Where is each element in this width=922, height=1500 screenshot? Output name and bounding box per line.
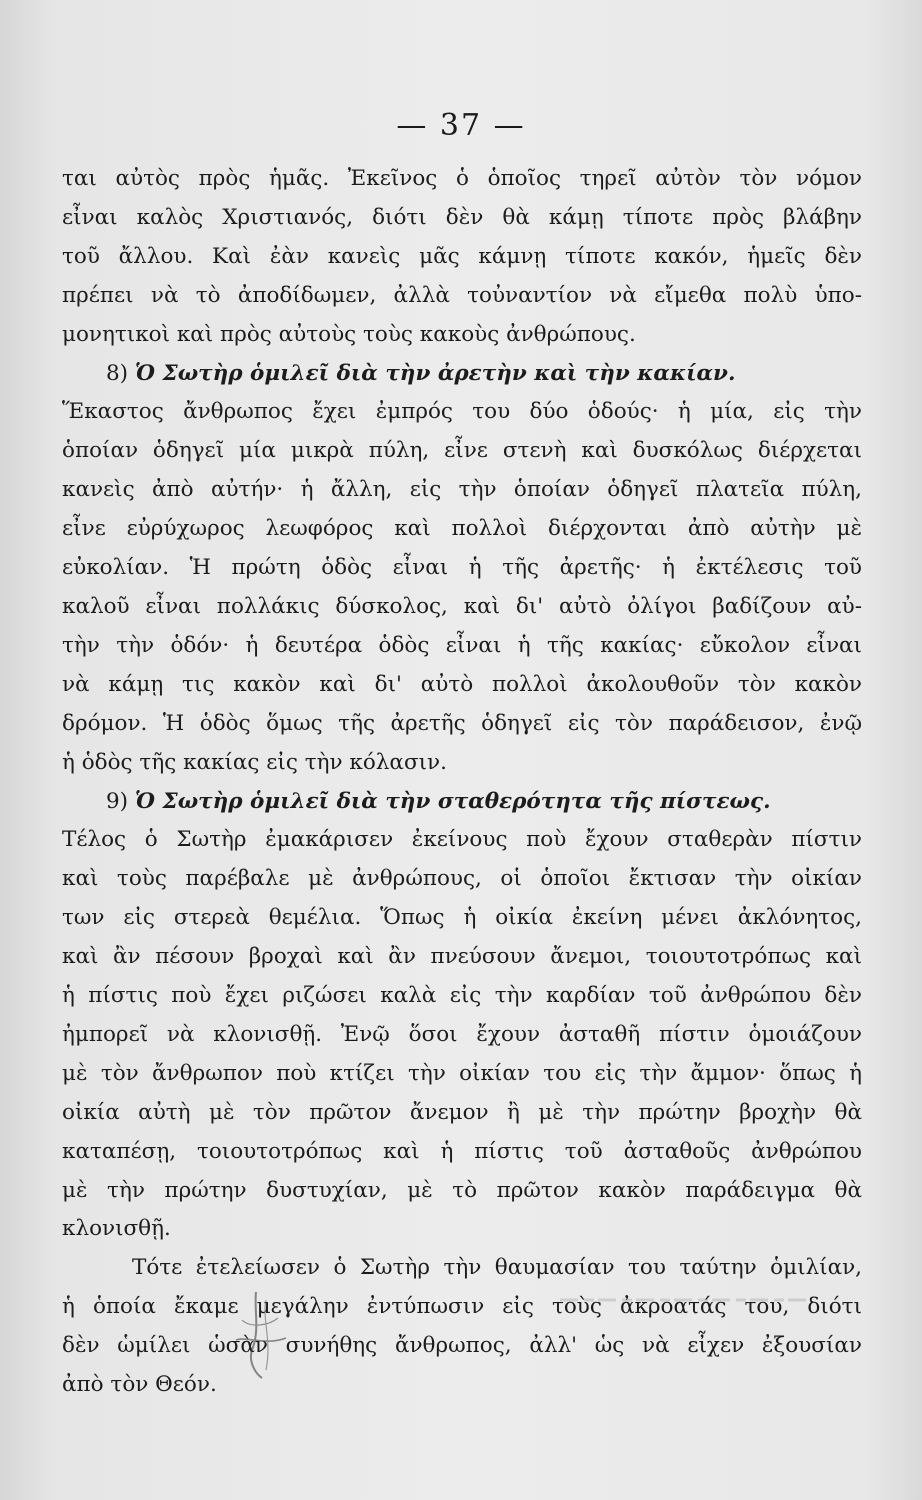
- page-number: — 37 —: [396, 108, 526, 143]
- text-line: κανεὶς ἀπὸ αὐτήν· ἡ ἄλλη, εἰς τὴν ὁποίαν ὁδηγεῖ πλατεῖα πύλη,: [62, 477, 862, 503]
- section-title: Ὁ Σωτὴρ ὁμιλεῖ διὰ τὴν ἀρετὴν καὶ τὴν κακίαν.: [134, 360, 736, 386]
- text-line: καταπέσῃ, τοιουτοτρόπως καὶ ἡ πίστις τοῦ ἀσταθοῦς ἀνθρώπου: [62, 1138, 862, 1164]
- text-line: ἠμπορεῖ νὰ κλονισθῇ. Ἐνῷ ὅσοι ἔχουν ἀσταθῆ πίστιν ὁμοιάζουν: [62, 1021, 862, 1047]
- text-line: εἶνε εὐρύχωρος λεωφόρος καὶ πολλοὶ διέρχονται ἀπὸ αὐτὴν μὲ: [62, 516, 862, 542]
- text-line: εἶναι καλὸς Χριστιανός, διότι δὲν θὰ κάμῃ τίποτε πρὸς βλάβην: [62, 204, 862, 230]
- text-line: καλοῦ εἶναι πολλάκις δύσκολος, καὶ δι' αὐτὸ ὀλίγοι βαδίζουν αὐ-: [62, 593, 862, 619]
- text-line: καὶ ἂν πέσουν βροχαὶ καὶ ἂν πνεύσουν ἄνεμοι, τοιουτοτρόπως καὶ: [62, 944, 862, 970]
- bleed-through-mark: [560, 1296, 810, 1304]
- section-heading-9: [62, 783, 862, 822]
- body-text: [62, 160, 862, 1405]
- text-line: ται αὐτὸς πρὸς ἡμᾶς. Ἐκεῖνος ὁ ὁποῖος τηρεῖ αὐτὸν τὸν νόμον: [62, 166, 862, 191]
- text-line: ἡ πίστις ποὺ ἔχει ριζώσει καλὰ εἰς τὴν καρδίαν τοῦ ἀνθρώπου δὲν: [62, 983, 862, 1009]
- text-line: ἡ ὁδὸς τῆς κακίας εἰς τὴν κόλασιν.: [62, 749, 447, 775]
- text-line: Τέλος ὁ Σωτὴρ ἐμακάρισεν ἐκείνους ποὺ ἔχουν σταθερὰν πίστιν: [62, 827, 862, 853]
- text-line: ἡ ὁποία ἔκαμε μεγάλην ἐντύπωσιν εἰς τοὺς ἀκροατάς του, διότι: [62, 1294, 862, 1320]
- text-line: εὐκολίαν. Ἡ πρώτη ὁδὸς εἶναι ἡ τῆς ἀρετῆς· ἡ ἐκτέλεσις τοῦ: [62, 555, 862, 581]
- text-line: των εἰς στερεὰ θεμέλια. Ὅπως ἡ οἰκία ἐκείνη μένει ἀκλόνητος,: [62, 905, 862, 931]
- text-line: μὲ τὸν ἄνθρωπον ποὺ κτίζει τὴν οἰκίαν του εἰς τὴν ἄμμον· ὅπως ἡ: [62, 1060, 862, 1086]
- text-line: κλονισθῇ.: [62, 1216, 171, 1242]
- text-line: ἀπὸ τὸν Θεόν.: [62, 1372, 217, 1398]
- ink-mark: [226, 1290, 296, 1380]
- text-line: μὲ τὴν πρώτην δυστυχίαν, μὲ τὸ πρῶτον κακὸν παράδειγμα θὰ: [62, 1177, 862, 1203]
- text-line: τὴν τὴν ὁδόν· ἡ δευτέρα ὁδὸς εἶναι ἡ τῆς κακίας· εὔκολον εἶναι: [62, 632, 862, 658]
- text-line: καὶ τοὺς παρέβαλε μὲ ἀνθρώπους, οἱ ὁποῖοι ἔκτισαν τὴν οἰκίαν: [62, 866, 862, 892]
- text-line: μονητικοὶ καὶ πρὸς αὐτοὺς τοὺς κακοὺς ἀνθρώπους.: [62, 321, 636, 347]
- text-line: τοῦ ἄλλου. Καὶ ἐὰν κανεὶς μᾶς κάμνῃ τίποτε κακόν, ἡμεῖς δὲν: [62, 243, 862, 269]
- text-line: δρόμον. Ἡ ὁδὸς ὅμως τῆς ἀρετῆς ὁδηγεῖ εἰς τὸν παράδεισον, ἐνῷ: [62, 710, 862, 736]
- section-title: Ὁ Σωτὴρ ὁμιλεῖ διὰ τὴν σταθερότητα τῆς πίστεως.: [134, 788, 771, 814]
- text-line: Τότε ἐτελείωσεν ὁ Σωτὴρ τὴν θαυμασίαν του ταύτην ὁμιλίαν,: [132, 1255, 862, 1281]
- section-number: 8): [106, 360, 129, 386]
- text-line: Ἕκαστος ἄνθρωπος ἔχει ἐμπρός του δύο ὁδούς· ἡ μία, εἰς τὴν: [62, 399, 862, 425]
- text-line: οἰκία αὐτὴ μὲ τὸν πρῶτον ἄνεμον ἢ μὲ τὴν πρώτην βροχὴν θὰ: [62, 1099, 862, 1125]
- section-number: 9): [106, 788, 129, 814]
- section-heading-8: [62, 355, 862, 394]
- text-line: δὲν ὡμίλει ὡσὰν συνήθης ἄνθρωπος, ἀλλ' ὡς νὰ εἶχεν ἐξουσίαν: [62, 1333, 862, 1359]
- text-line: πρέπει νὰ τὸ ἀποδίδωμεν, ἀλλὰ τοὐναντίον νὰ εἴμεθα πολὺ ὑπο-: [62, 282, 862, 308]
- text-line: νὰ κάμῃ τις κακὸν καὶ δι' αὐτὸ πολλοὶ ἀκολουθοῦν τὸν κακὸν: [62, 671, 862, 697]
- text-line: ὁποίαν ὁδηγεῖ μία μικρὰ πύλη, εἶνε στενὴ καὶ δυσκόλως διέρχεται: [62, 438, 862, 464]
